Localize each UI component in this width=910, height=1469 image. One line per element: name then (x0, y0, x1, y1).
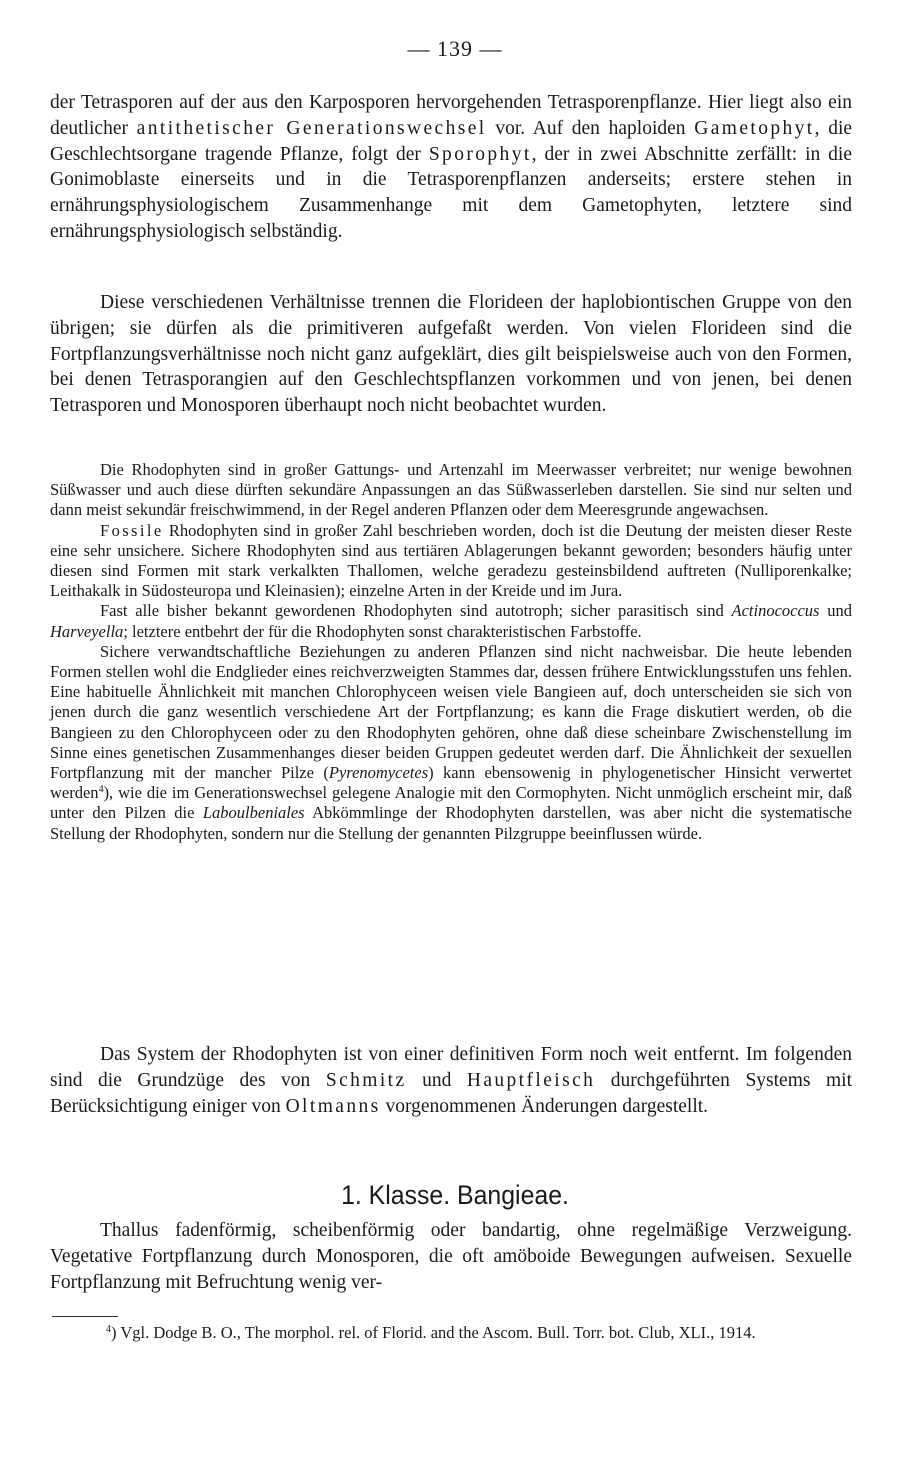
body-paragraph-system (50, 1042, 852, 1119)
small-paragraph-autotroph: Fast alle bisher bekannt gewordenen Rhodophyten sind autotroph; sicher parasitisch sind Actinococcus und Harveyella; letztere entbehrt der für die Rhodophyten sonst charakteristischen Farbstoffe. (50, 601, 852, 641)
paragraph-text: Das System der Rhodophyten ist von einer definitiven Form noch weit entfernt. Im folgenden sind die Grundzüge des von Schmitz und Hauptfleisch durchgeführten Systems mit Berücksichtigung einiger von Oltmanns vorgenommenen Änderungen dargestellt. (50, 1044, 852, 1117)
italic-genus-harveyella: Harveyella (50, 621, 124, 641)
small-paragraph-fossile: Fossile Rhodophyten sind in großer Zahl beschrieben worden, doch ist die Deutung der meisten dieser Reste eine sehr unsichere. Sichere Rhodophyten sind aus tertiären Ablagerungen bekannt geworden; besonders häufig unter diesen sind Formen mit stark verkalkten Thallomen, welche geradezu gesteinsbildend auftreten (Nulliporenkalke; Leithakalk in Südosteuropa und Kleinasien); einzelne Arten in der Kreide und im Jura. (50, 520, 852, 601)
paragraph-text: Diese verschiedenen Verhältnisse trennen die Florideen der haplobiontischen Gruppe von den übrigen; sie dürfen als die primitiveren aufgefaßt werden. Von vielen Florideen sind die Fortpflanzungsverhältnisse noch nicht ganz aufgeklärt, dies gilt beispielsweise auch von den Formen, bei denen Tetrasporangien auf den Geschlechtspflanzen vorkommen und von jenen, bei denen Tetrasporen und Monosporen überhaupt noch nicht beobachtet wurden. (50, 292, 852, 417)
spaced-name-hauptfleisch: Hauptfleisch (466, 1069, 596, 1091)
small-print-section (50, 460, 852, 844)
italic-taxon-pyrenomycetes: Pyrenomycetes (328, 763, 429, 783)
spaced-term-gametophyt: Gametophyt (694, 117, 815, 139)
body-paragraph-florideen (50, 290, 852, 419)
spaced-term-fossile: Fossile (100, 520, 164, 540)
small-paragraph-verbreitung: Die Rhodophyten sind in großer Gattungs- und Artenzahl im Meerwasser verbreitet; nur wenige bewohnen Süßwasser und auch diese dürften sekundäre Anpassungen an das Süßwasserleben darstellen. Sie sind nur selten und dann meist sekundär freischwimmend, in der Regel anderen Pflanzen oder dem Meeresgrunde angewachsen. (50, 460, 852, 520)
footnote-marker: 4 (106, 1324, 111, 1335)
section-heading: 1. Klasse. Bangieae. (341, 1180, 569, 1210)
italic-taxon-laboulbeniales: Laboulbeniales (202, 803, 305, 823)
footnote-reference: 4 (98, 784, 104, 796)
body-paragraph-bangieae (50, 1218, 852, 1295)
spaced-term-antithetischer-generationswechsel: antithetischer Generationswechsel (136, 117, 487, 139)
spaced-term-sporophyt: Sporophyt (428, 143, 532, 165)
italic-genus-actinococcus: Actinococcus (731, 601, 820, 621)
footnote-divider (52, 1316, 118, 1317)
paragraph-text: Thallus fadenförmig, scheibenförmig oder bandartig, ohne regelmäßige Verzweigung. Vegetative Fortpflanzung durch Monosporen, die oft amöboide Bewegungen aufweisen. Sexuelle Fortpflanzung mit Befruchtung wenig ver- (50, 1220, 852, 1293)
footnote-text: ) Vgl. Dodge B. O., The morphol. rel. of Florid. and the Ascom. Bull. Torr. bot. Club, XLI., 1914. (111, 1323, 756, 1342)
page-number: — 139 — (407, 36, 503, 61)
footnote (50, 1322, 852, 1344)
small-paragraph-verwandtschaft: Sichere verwandtschaftliche Beziehungen zu anderen Pflanzen sind nicht nachweisbar. Die heute lebenden Formen stellen wohl die Endglieder eines reichverzweigten Stammes dar, dessen frühere Entwicklungsstufen uns fehlen. Eine habituelle Ähnlichkeit mit manchen Chlorophyceen weisen viele Bangieen auf, doch unterscheiden sie sich von jenen durch die ganz wesentlich verschiedene Art der Fortpflanzung; es kann die Frage diskutiert werden, ob die Bangieen zu den Chlorophyceen oder zu den Rhodophyten gehören, ohne daß diese scheinbare Zwischenstellung im Sinne eines genetischen Zusammenhanges dieser beiden Gruppen gedeutet werden darf. Die Ähnlichkeit der sexuellen Fortpflanzung mit der mancher Pilze (Pyrenomycetes) kann ebensowenig in phylogenetischer Hinsicht verwertet werden$^4$), wie die im Generationswechsel gelegene Analogie mit den Cormophyten. Nicht unmöglich erscheint mir, daß unter den Pilzen die Laboulbeniales Abkömmlinge der Rhodophyten darstellen, was aber nicht die systematische Stellung der Rhodophyten, sondern nur die Stellung der genannten Pilzgruppe beeinflussen würde. (50, 641, 852, 843)
spaced-name-oltmanns: Oltmanns (285, 1095, 381, 1117)
spaced-name-schmitz: Schmitz (325, 1069, 407, 1091)
paragraph-text: der Tetrasporen auf der aus den Karposporen hervorgehenden Tetrasporenpflanze. Hier liegt also ein deutlicher antithetischer Generationswechsel vor. Auf den haploiden Gametophyt, die Geschlechtsorgane tragende Pflanze, folgt der Sporophyt, der in zwei Abschnitte zerfällt: in die Gonimoblaste einerseits und in die Tetrasporenpflanzen anderseits; erstere stehen in ernährungsphysiologischem Zusammenhange mit dem Gametophyten, letztere sind ernährungsphysiologisch selbständig. (50, 92, 853, 242)
body-paragraph-generationswechsel (50, 90, 852, 245)
